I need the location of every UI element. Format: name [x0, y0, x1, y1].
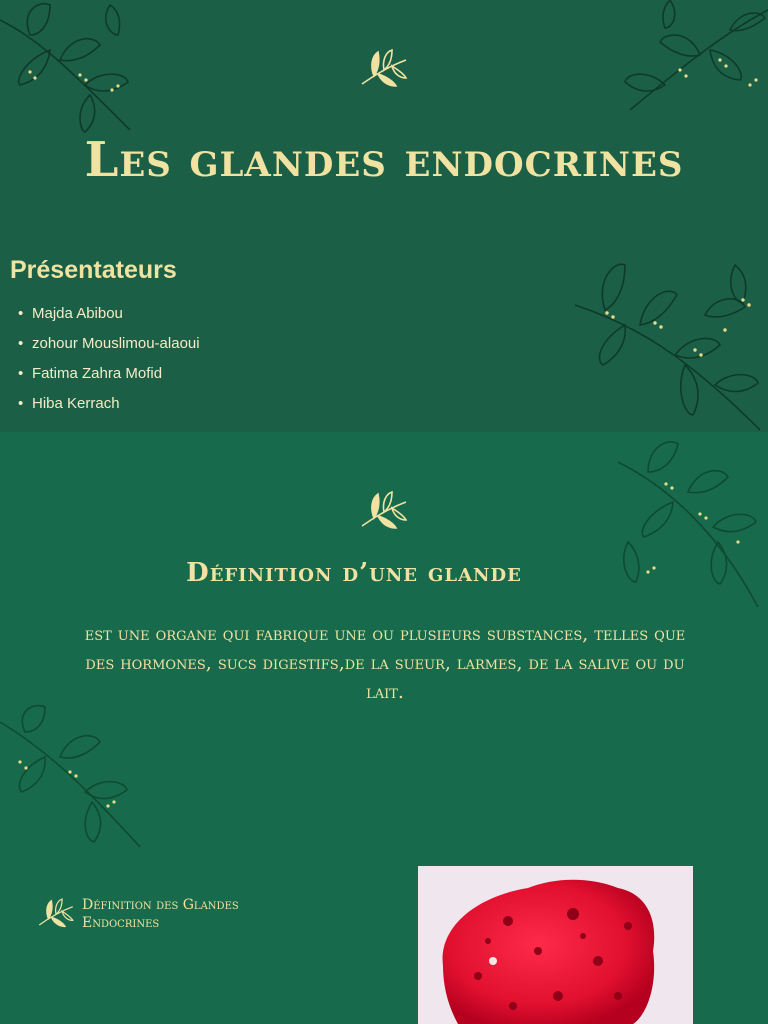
leafy-branch-decoration	[610, 0, 768, 120]
slide-title: Les glandes endocrines	[84, 132, 684, 188]
list-item: • Majda Abibou	[18, 303, 200, 333]
olive-branch-icon	[36, 896, 76, 928]
definition-body: est une organe qui fabrique une ou plusieurs substances, telles que des hormones, sucs digestifs,de la sueur, larmes, de la salive ou du lait.	[84, 623, 686, 703]
presenters-heading: Présentateurs	[10, 256, 177, 284]
olive-branch-icon	[358, 488, 410, 530]
definition-heading: Définition d’une glande	[186, 558, 522, 588]
olive-branch-icon	[358, 46, 410, 88]
definition-slide	[0, 432, 768, 1024]
list-item: • Fatima Zahra Mofid	[18, 363, 200, 393]
leafy-branch-decoration	[0, 702, 150, 852]
list-item: • zohour Mouslimou-alaoui	[18, 333, 200, 363]
tissue-photo	[418, 866, 693, 1024]
section-label: Définition des Glandes Endocrines	[82, 897, 239, 931]
leafy-branch-decoration	[0, 0, 160, 140]
title-slide	[0, 0, 768, 432]
presenters-list	[18, 303, 200, 423]
list-item: • Hiba Kerrach	[18, 393, 200, 423]
leafy-branch-decoration	[565, 255, 768, 432]
